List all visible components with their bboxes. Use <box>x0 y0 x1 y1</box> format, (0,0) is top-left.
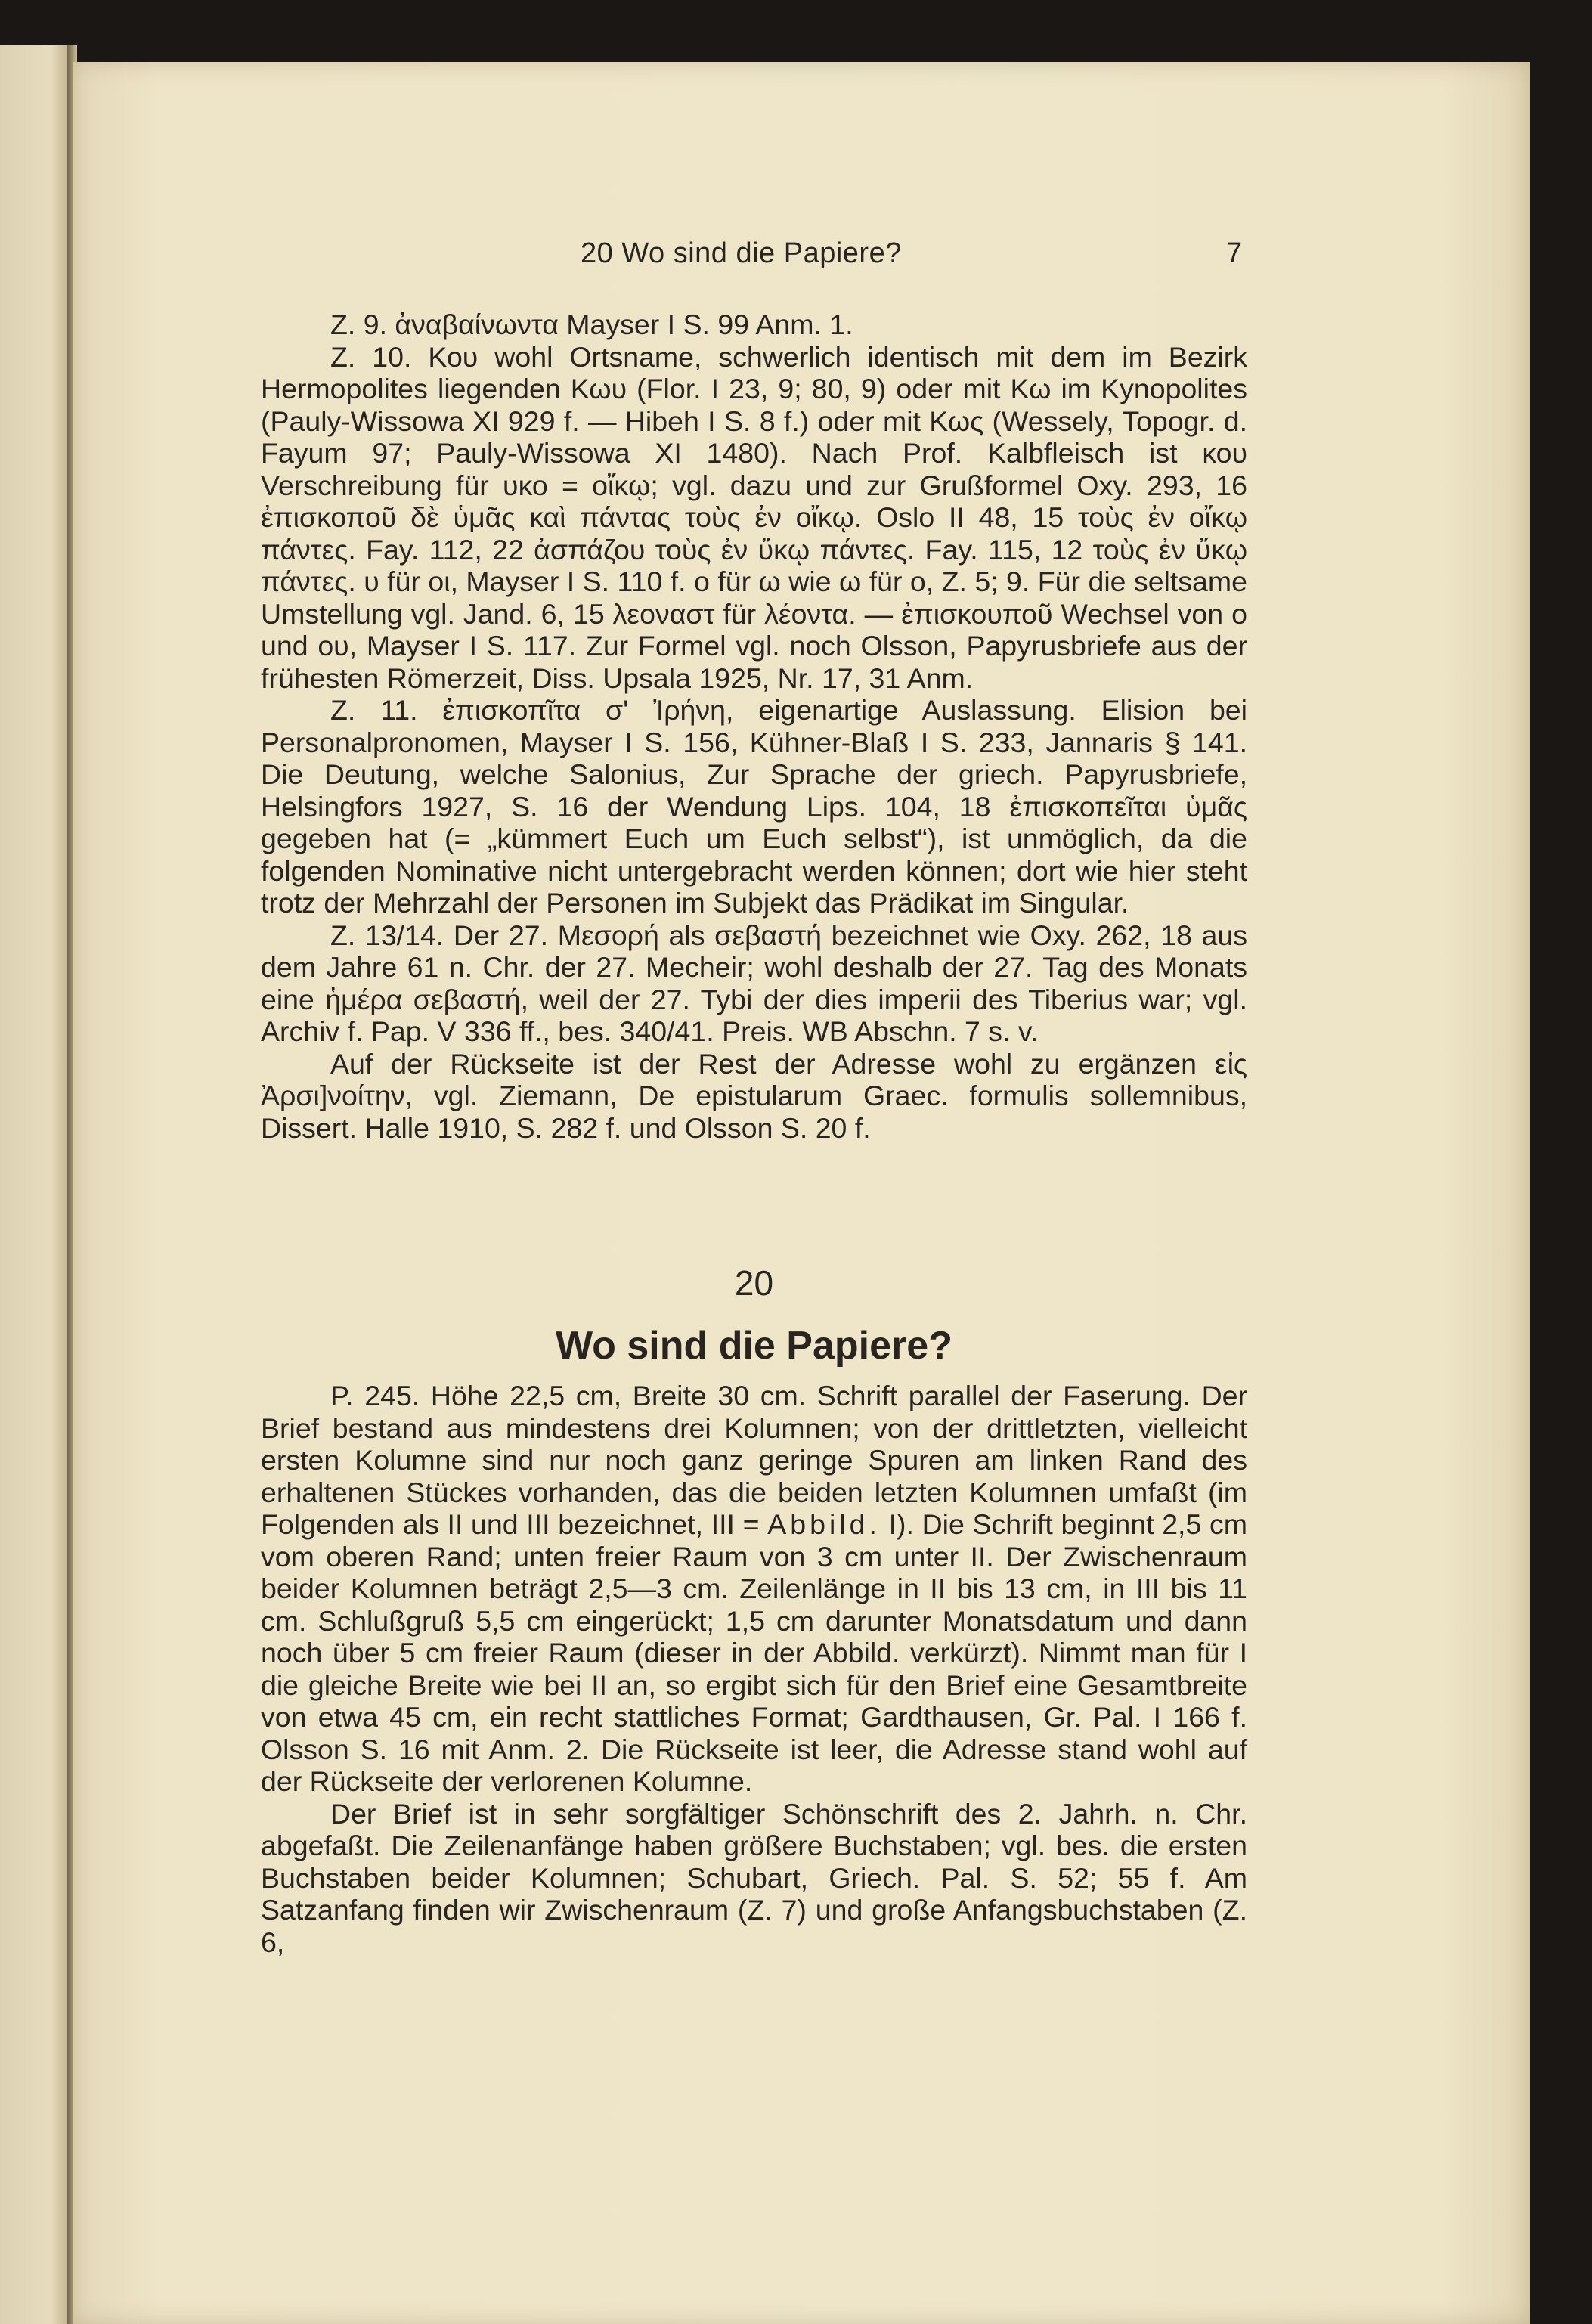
note-line-10: Z. 10. Κου wohl Ortsname, schwerlich identisch mit dem im Bezirk Hermopolites liegenden Κωυ (Flor. I 23, 9; 80, 9) oder mit Κω im Kynopolites (Pauly-Wissowa XI 929 f. — Hibeh I S. 8 f.) oder mit Κως (Wessely, Topogr. d. Fayum 97; Pauly-Wissowa XI 1480). Nach Prof. Kalbfleisch ist κου Verschreibung für υκο = οἴκῳ; vgl. dazu und zur Grußformel Oxy. 293, 16 ἐπισκοποῦ δὲ ὑμᾶς καὶ πάντας τοὺς ἐν οἴκῳ. Oslo II 48, 15 τοὺς ἐν οἴκῳ πάντες. Fay. 112, 22 ἀσπάζου τοὺς ἐν ὔκῳ πάντες. Fay. 115, 12 τοὺς ἐν ὔκῳ πάντες. υ für οι, Mayser I S. 110 f. ο für ω wie ω für ο, Z. 5; 9. Für die seltsame Umstellung vgl. Jand. 6, 15 λεοναστ für λέοντα. — ἐπισκουποῦ Wechsel von ο und ου, Mayser I S. 117. Zur Formel vgl. noch Olsson, Papyrusbriefe aus der frühesten Römerzeit, Diss. Upsala 1925, Nr. 17, 31 Anm. <box>261 340 1247 694</box>
body-text-part: P. 245. Höhe 22,5 cm, Breite 30 cm. Schrift parallel der Faserung. Der Brief bestand aus mindestens drei Kolumnen; von der drittletzten, vielleicht ersten Kolumne sind nur noch ganz geringe Spuren am linken Rand des erhaltenen Stückes vorhanden, das die beiden letzten Kolumnen umfaßt (im Folgenden als II und III bezeichnet, III = <box>261 1380 1247 1540</box>
commentary-notes <box>261 308 1247 1144</box>
facing-page-edge <box>0 45 73 2324</box>
note-verso-address: Auf der Rückseite ist der Rest der Adresse wohl zu ergänzen εἰς Ἀρσι]νοίτην, vgl. Ziemann, De epistularum Graec. formulis sollemnibus, Dissert. Halle 1910, S. 282 f. und Olsson S. 20 f. <box>261 1047 1247 1144</box>
note-line-9: Z. 9. ἀναβαίνωντα Mayser I S. 99 Anm. 1. <box>330 308 853 340</box>
body-paragraph-script: Der Brief ist in sehr sorgfältiger Schönschrift des 2. Jahrh. n. Chr. abgefaßt. Die Zeilenanfänge haben größere Buchstaben; vgl. bes. die ersten Buchstaben beider Kolumnen; Schubart, Griech. Pal. S. 52; 55 f. Am Satzanfang finden wir Zwischenraum (Z. 7) und große Anfangsbuchstaben (Z. 6, <box>261 1797 1247 1958</box>
body-paragraph-description <box>261 1380 1247 1798</box>
running-head: 20 Wo sind die Papiere? <box>581 237 902 269</box>
page-number: 7 <box>1226 237 1243 269</box>
section-body <box>261 1380 1247 1958</box>
note-line-11: Z. 11. ἐπισκοπῖτα σ' Ἰρήνη, eigenartige Auslassung. Elision bei Personalpronomen, Mayser I S. 156, Kühner-Blaß I S. 233, Jannaris § 141. Die Deutung, welche Salonius, Zur Sprache der griech. Papyrusbriefe, Helsingfors 1927, S. 16 der Wendung Lips. 104, 18 ἐπισκοπεῖται ὑμᾶς gegeben hat (= „kümmert Euch um Euch selbst“), ist unmöglich, da die folgenden Nominative nicht untergebracht werden können; dort wie hier steht trotz der Mehrzahl der Personen im Subjekt das Prädikat im Singular. <box>261 694 1247 919</box>
section-number: 20 <box>734 1263 774 1303</box>
section-title: Wo sind die Papiere? <box>556 1324 952 1368</box>
note-line-13-14: Z. 13/14. Der 27. Μεσορή als σεβαστή bezeichnet wie Oxy. 262, 18 aus dem Jahre 61 n. Chr. der 27. Mecheir; wohl deshalb der 27. Tag des Monats eine ἡμέρα σεβαστή, weil der 27. Tybi der dies imperii des Tiberius war; vgl. Archiv f. Pap. V 336 ff., bes. 340/41. Preis. WB Abschn. 7 s. v. <box>261 919 1247 1047</box>
page-header <box>581 237 1261 283</box>
body-text-part: I). Die Schrift beginnt 2,5 cm vom oberen Rand; unten freier Raum von 3 cm unter II. Der Zwischenraum beider Kolumnen beträgt 2,5—3 cm. Zeilenlänge in II bis 13 cm, in III bis 11 cm. Schlußgruß 5,5 cm eingerückt; 1,5 cm darunter Monatsdatum und dann noch über 5 cm freier Raum (dieser in der Abbild. verkürzt). Nimmt man für I die gleiche Breite wie bei II an, so ergibt sich für den Brief eine Gesamtbreite von etwa 45 cm, ein recht stattliches Format; Gardthausen, Gr. Pal. I 166 f. Olsson S. 16 mit Anm. 2. Die Rückseite ist leer, die Adresse stand wohl auf der Rückseite der verlorenen Kolumne. <box>261 1508 1247 1797</box>
body-text-spaced: Abbild. <box>767 1508 881 1540</box>
